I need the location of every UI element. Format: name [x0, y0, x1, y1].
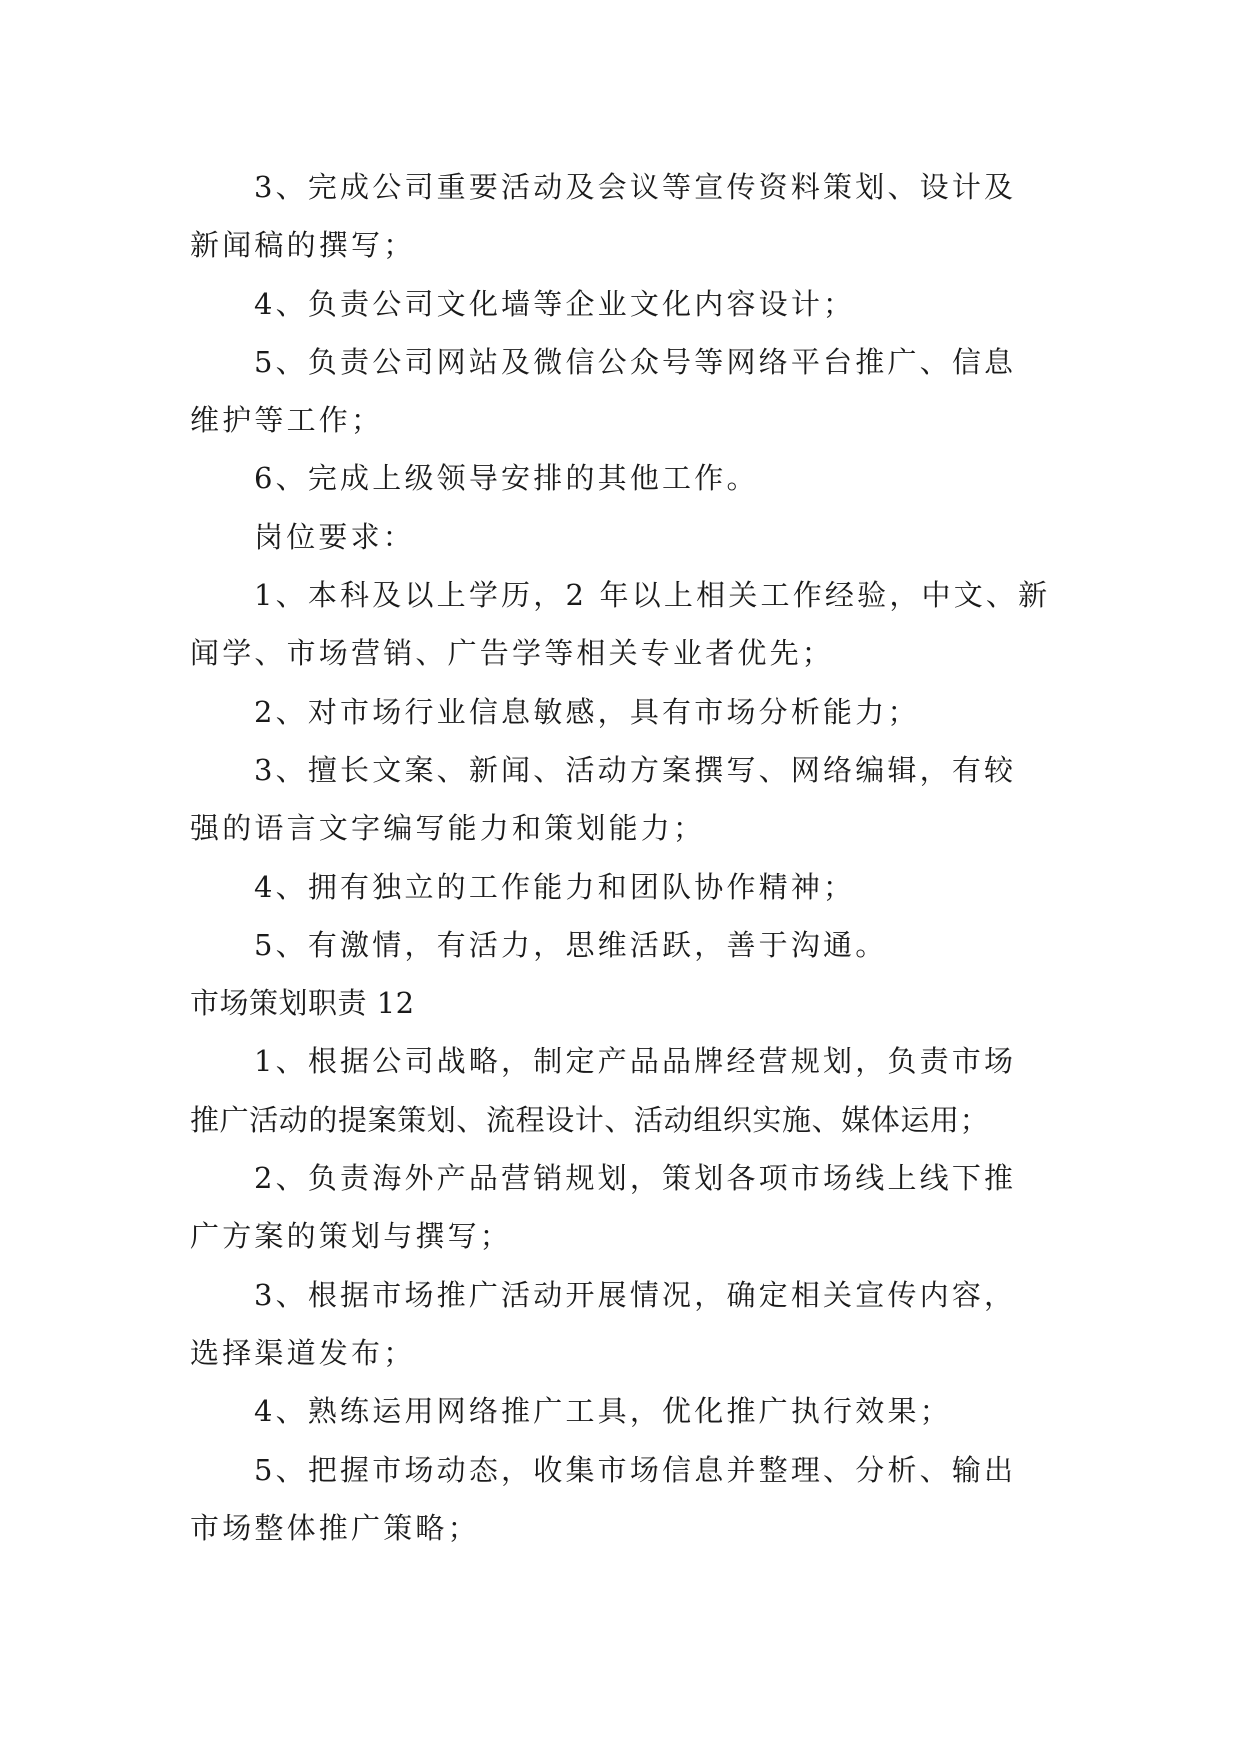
document-body: [190, 158, 1050, 1557]
section-heading: 市场策划职责 12: [190, 986, 415, 1021]
paragraph-line: 1、根据公司战略，制定产品品牌经营规划，负责市场: [254, 1044, 1017, 1079]
paragraph-line: 维护等工作；: [190, 403, 384, 438]
paragraph-line: 强的语言文字编写能力和策划能力；: [190, 811, 706, 846]
paragraph-line: 5、负责公司网站及微信公众号等网络平台推广、信息: [254, 344, 1017, 379]
paragraph-line: 3、擅长文案、新闻、活动方案撰写、网络编辑，有较: [254, 752, 1017, 787]
paragraph-line: 选择渠道发布；: [190, 1335, 416, 1370]
paragraph-line: 2、负责海外产品营销规划，策划各项市场线上线下推: [254, 1161, 1017, 1196]
paragraph-line: 3、完成公司重要活动及会议等宣传资料策划、设计及: [254, 170, 1017, 204]
paragraph-line: 5、有激情，有活力，思维活跃，善于沟通。: [254, 927, 888, 962]
paragraph-line: 3、根据市场推广活动开展情况，确定相关宣传内容，: [254, 1277, 1017, 1312]
paragraph-line: 4、熟练运用网络推广工具，优化推广执行效果；: [254, 1394, 952, 1429]
paragraph-line: 1、本科及以上学历，2 年以上相关工作经验，中文、新: [254, 578, 1051, 613]
paragraph-line: 推广活动的提案策划、流程设计、活动组织实施、媒体运用；: [190, 1102, 990, 1137]
section-subheading: 岗位要求：: [254, 519, 416, 554]
paragraph-line: 新闻稿的撰写；: [190, 228, 416, 263]
paragraph-line: 市场整体推广策略；: [190, 1510, 480, 1545]
paragraph-line: 2、对市场行业信息敏感，具有市场分析能力；: [254, 694, 920, 729]
paragraph-line: 4、负责公司文化墙等企业文化内容设计；: [254, 286, 856, 321]
paragraph-line: 闻学、市场营销、广告学等相关专业者优先；: [190, 636, 835, 671]
paragraph-line: 5、把握市场动态，收集市场信息并整理、分析、输出: [254, 1452, 1017, 1487]
paragraph-line: 6、完成上级领导安排的其他工作。: [254, 461, 759, 496]
paragraph-line: 4、拥有独立的工作能力和团队协作精神；: [254, 869, 856, 904]
paragraph-line: 广方案的策划与撰写；: [190, 1219, 513, 1254]
